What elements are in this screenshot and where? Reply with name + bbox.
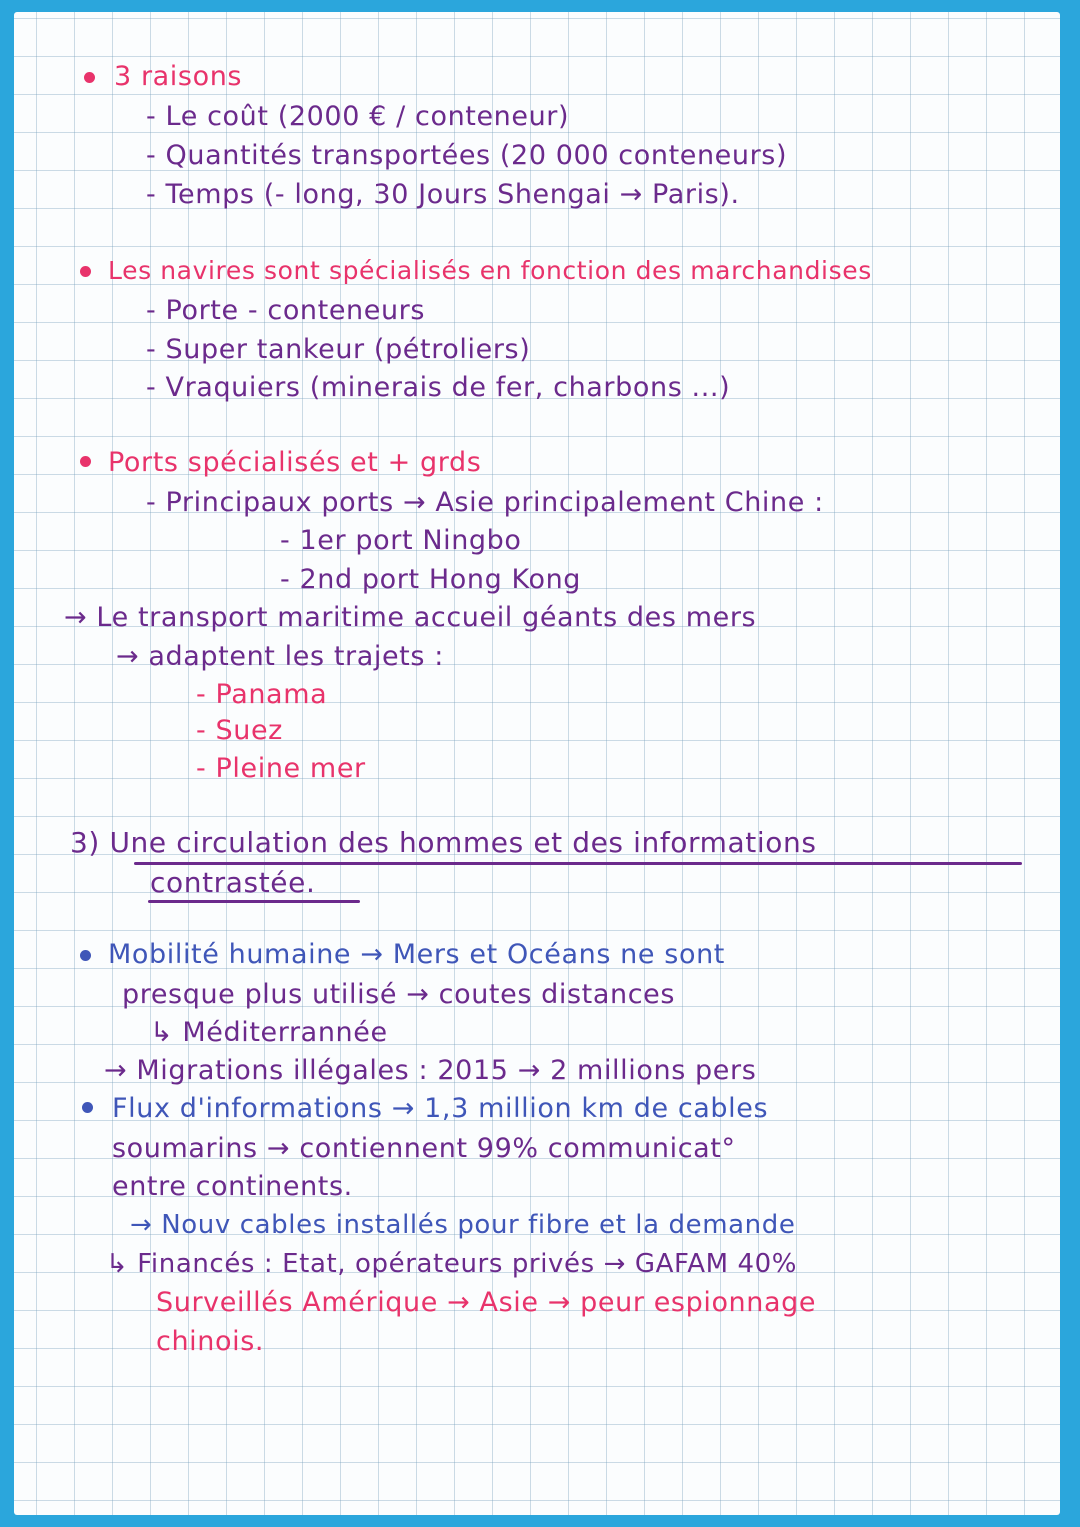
text-line: Surveillés Amérique → Asie → peur espionnage <box>156 1287 817 1318</box>
text-line: ↳ Méditerrannée <box>150 1017 388 1048</box>
text-line: → Migrations illégales : 2015 → 2 millions pers <box>104 1055 757 1086</box>
list-item: - 2nd port Hong Kong <box>280 564 582 595</box>
heading-underline <box>134 862 1022 865</box>
route-item: - Suez <box>196 715 283 746</box>
text-line: entre continents. <box>112 1171 353 1202</box>
text-line: soumarins → contiennent 99% communicat° <box>112 1133 736 1164</box>
section-title-ports: Ports spécialisés et + grds <box>108 447 482 478</box>
arrow-note: → Le transport maritime accueil géants des mers <box>64 602 757 633</box>
heading-underline <box>148 900 360 903</box>
route-item: - Panama <box>196 679 328 710</box>
section-title-navires: Les navires sont spécialisés en fonction des marchandises <box>108 256 872 285</box>
text-line: presque plus utilisé → coutes distances <box>122 979 676 1010</box>
list-item: - Principaux ports → Asie principalement Chine : <box>146 487 824 518</box>
text-line: → Nouv cables installés pour fibre et la demande <box>130 1210 796 1240</box>
list-item: - Le coût (2000 € / conteneur) <box>146 101 570 132</box>
list-item: - Vraquiers (minerais de fer, charbons ...) <box>146 372 731 403</box>
text-line: chinois. <box>156 1326 265 1357</box>
list-item: - Quantités transportées (20 000 conteneurs) <box>146 140 788 171</box>
section-heading: 3) Une circulation des hommes et des informations <box>70 826 817 859</box>
arrow-note: → adaptent les trajets : <box>116 641 444 672</box>
list-item: - Temps (- long, 30 Jours Shengai → Paris). <box>146 179 740 210</box>
section-heading-cont: contrastée. <box>150 866 316 899</box>
bullet-dot <box>82 1102 93 1113</box>
section-title-raisons: 3 raisons <box>114 61 243 92</box>
section-title-flux: Flux d'informations → 1,3 million km de cables <box>112 1093 769 1124</box>
list-item: - Porte - conteneurs <box>146 295 426 326</box>
text-line: ↳ Financés : Etat, opérateurs privés → GAFAM 40% <box>106 1249 798 1279</box>
section-title-mobilite: Mobilité humaine → Mers et Océans ne sont <box>108 939 725 970</box>
bullet-dot <box>80 266 91 277</box>
list-item: - 1er port Ningbo <box>280 525 522 556</box>
bullet-dot <box>80 950 91 961</box>
route-item: - Pleine mer <box>196 753 366 784</box>
list-item: - Super tankeur (pétroliers) <box>146 334 531 365</box>
bullet-dot <box>84 72 95 83</box>
bullet-dot <box>80 456 91 467</box>
